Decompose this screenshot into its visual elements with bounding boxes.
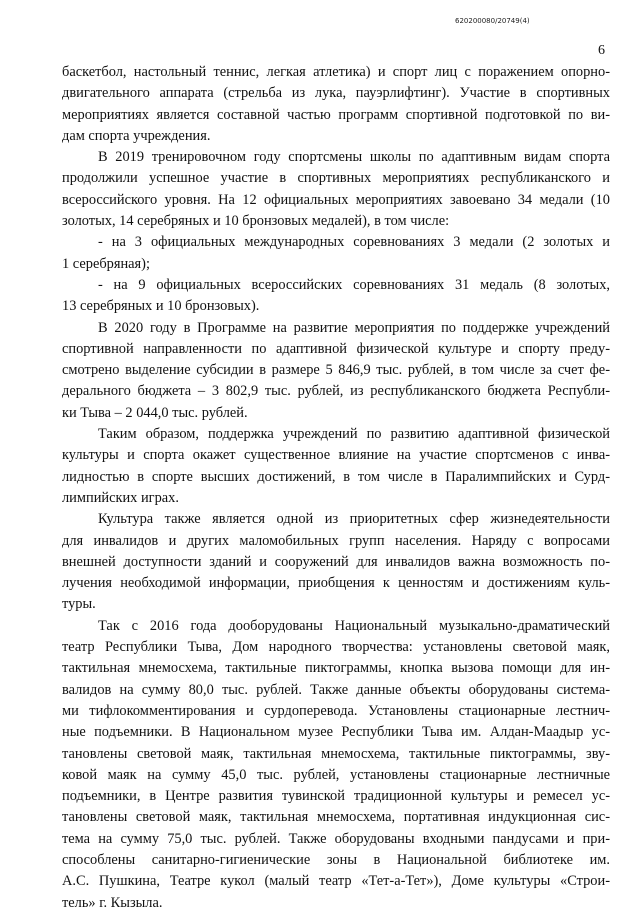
text-line: баскетбол, настольный теннис, легкая атлетика) и спорт лиц с поражением опорно- (62, 64, 610, 80)
text-line: дерального бюджета – 3 802,9 тыс. рублей, из республиканского бюджета Республи- (62, 383, 610, 400)
text-line: ные подъемники. В Национальном музее Республики Тыва им. Алдан-Маадыр ус- (62, 724, 610, 741)
page-number: 6 (598, 43, 605, 58)
text-line: тановлены световой маяк, тактильная мнемосхема, портативная индукционная сис- (62, 809, 610, 826)
text-line: ковой маяк на сумму 45,0 тыс. рублей, установлены стационарные лестничные (62, 766, 610, 783)
text-line: В 2019 тренировочном году спортсмены школы по адаптивным видам спорта (98, 149, 610, 166)
text-line: лучения необходимой информации, приобщения к ценностям и достижениям куль- (62, 575, 610, 592)
text-line: для инвалидов и других маломобильных групп населения. Наряду с вопросами (62, 532, 610, 549)
text-line: - на 9 официальных всероссийских соревнованиях 31 медаль (8 золотых, (98, 276, 610, 293)
text-line: валидов на сумму 80,0 тыс. рублей. Также данные объекты оборудованы система- (62, 681, 610, 698)
text-line: ки Тыва – 2 044,0 тыс. рублей. (62, 404, 248, 421)
text-line: золотых, 14 серебряных и 10 бронзовых медалей), в том числе: (62, 213, 450, 230)
text-line: культуры и спорта окажет существенное влияние на участие спортсменов с инва- (62, 447, 610, 464)
text-line: тактильная мнемосхема, тактильные пиктограммы, кнопка вызова помощи для ин- (62, 660, 610, 677)
text-line: лимпийских играх. (62, 489, 179, 506)
text-line: тема на сумму 75,0 тыс. рублей. Также оборудованы входными пандусами и при- (62, 830, 610, 847)
text-line: туры. (62, 596, 96, 613)
text-line: театр Республики Тыва, Дом народного творчества: установлены световой маяк, (62, 639, 610, 656)
text-line: дам спорта учреждения. (62, 127, 211, 144)
text-line: всероссийского уровня. На 12 официальных мероприятиях завоевано 34 медали (10 (62, 191, 610, 208)
text-line: двигательного аппарата (стрельба из лука, пауэрлифтинг). Участие в спортивных (62, 85, 610, 102)
text-line: Таким образом, поддержка учреждений по развитию адаптивной физической (98, 426, 610, 443)
text-line: подъемники, в Центре развития тувинской традиционной культуры и ремесел ус- (62, 788, 610, 805)
text-line: смотрено выделение субсидии в размере 5 846,9 тыс. рублей, в том числе за счет фе- (62, 362, 610, 379)
text-line: мероприятиях является составной частью программ спортивной подготовкой по ви- (62, 106, 610, 123)
text-line: способлены санитарно-гигиенические зоны в Национальной библиотеке им. (62, 851, 610, 868)
text-line: Культура также является одной из приоритетных сфер жизнедеятельности (98, 511, 610, 528)
text-line: внешней доступности зданий и сооружений для инвалидов важна возможность по- (62, 553, 610, 570)
text-line: А.С. Пушкина, Театре кукол (малый театр «Тет-а-Тет»), Доме культуры «Строи- (62, 873, 610, 890)
text-line: 13 серебряных и 10 бронзовых). (62, 298, 260, 315)
document-body (62, 62, 610, 914)
text-line: ми тифлокомментирования и сурдоперевода. Установлены стационарные лестнич- (62, 702, 610, 719)
text-line: спортивной направленности по адаптивной физической культуре и спорту преду- (62, 340, 610, 357)
text-line: - на 3 официальных международных соревнованиях 3 медали (2 золотых и (98, 234, 610, 251)
document-id: 620200080/20749(4) (455, 17, 530, 25)
text-line: 1 серебряная); (62, 255, 150, 272)
text-line: В 2020 году в Программе на развитие мероприятия по поддержке учреждений (98, 319, 610, 336)
text-line: тель» г. Кызыла. (62, 894, 163, 911)
text-line: продолжили успешное участие в спортивных мероприятиях республиканского и (62, 170, 610, 187)
text-line: Так с 2016 года дооборудованы Национальный музыкально-драматический (98, 617, 610, 634)
text-line: тановлены световой маяк, тактильная мнемосхема, тактильные пиктограммы, зву- (62, 745, 610, 762)
text-line: лидностью в спорте высших достижений, в том числе в Паралимпийских и Сурд- (62, 468, 610, 485)
